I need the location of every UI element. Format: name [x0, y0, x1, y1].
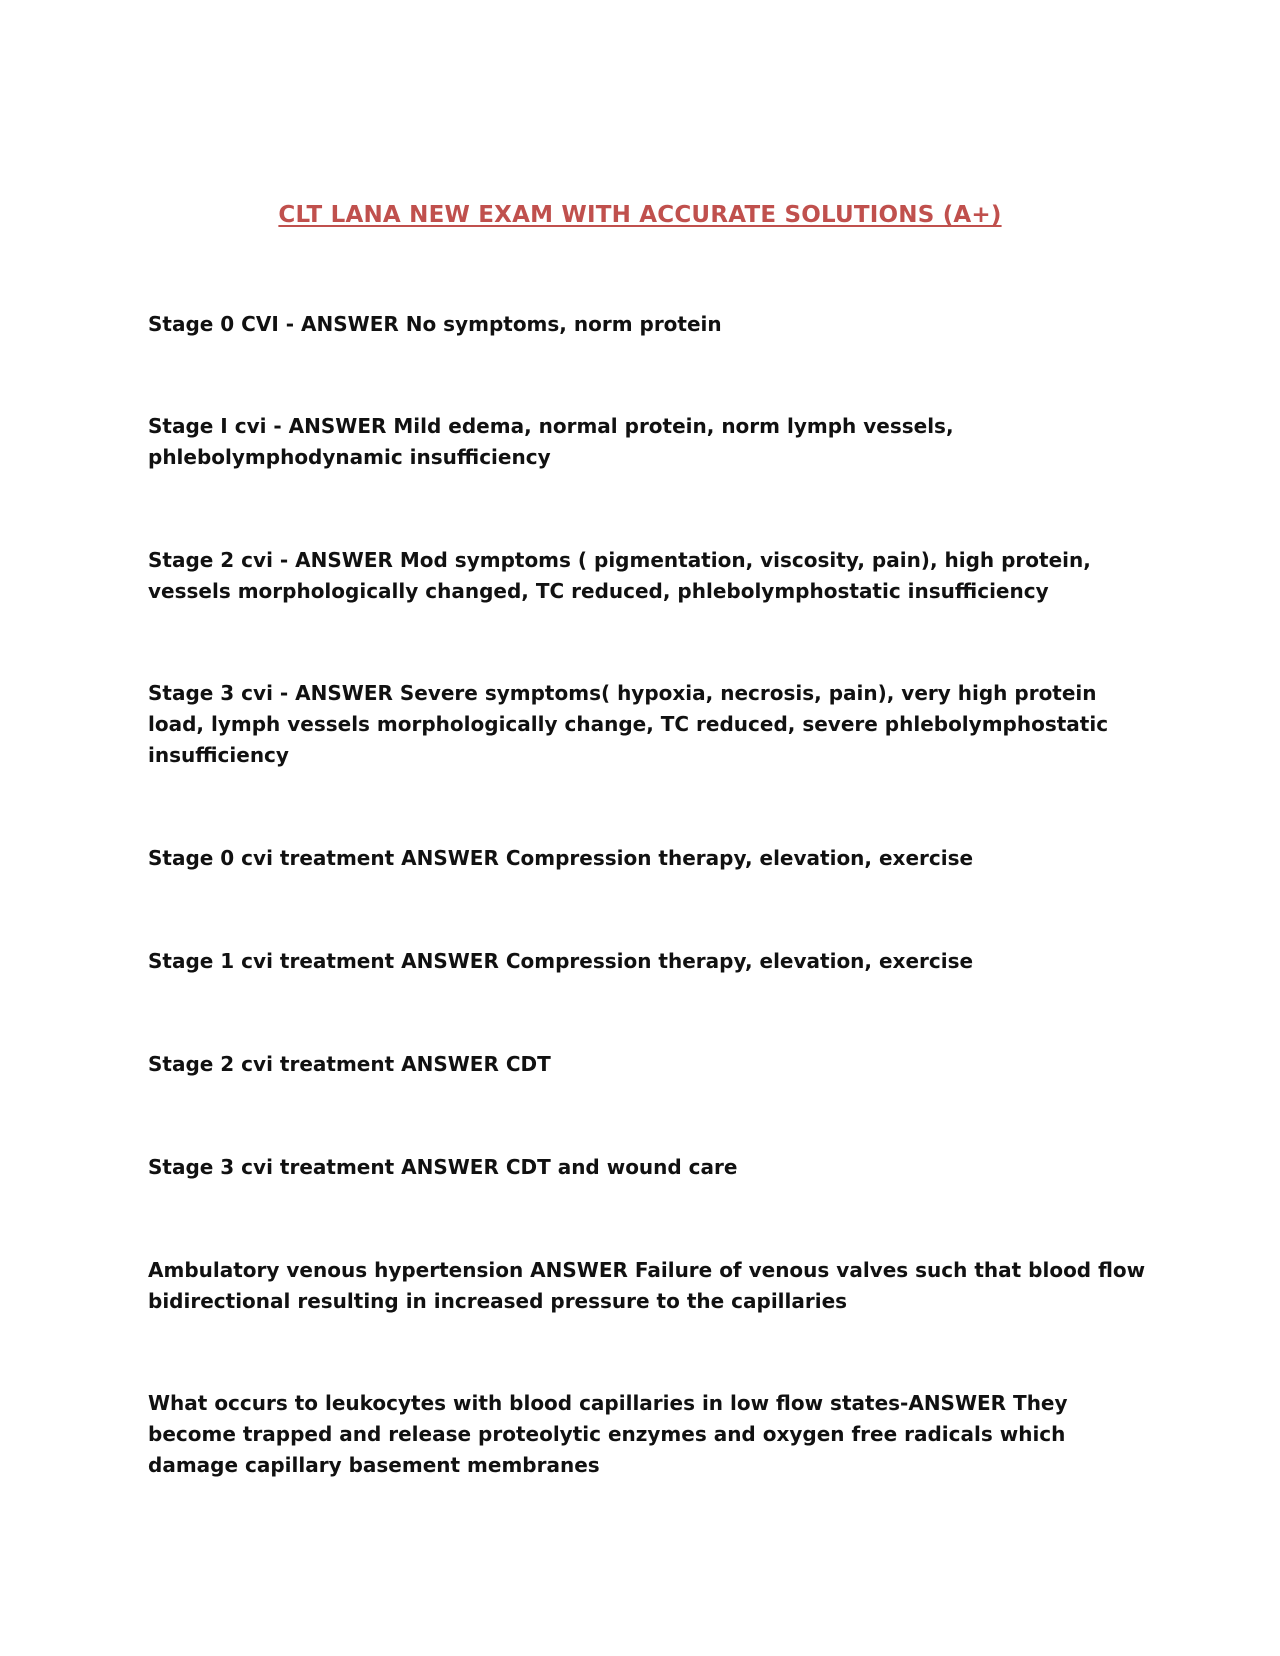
qa-item-stage-0-cvi: Stage 0 CVI - ANSWER No symptoms, norm protein [148, 312, 722, 336]
qa-item-leukocytes-low-flow: What occurs to leukocytes with blood capillaries in low flow states-ANSWER They become trapped and release proteolytic enzymes and oxygen free radicals which damage capillary basement membranes [148, 1391, 1068, 1477]
qa-item-stage-2-cvi: Stage 2 cvi - ANSWER Mod symptoms ( pigmentation, viscosity, pain), high protein, vessels morphologically changed, TC reduced, phlebolymphostatic insufficiency [148, 548, 1091, 603]
document-title: CLT LANA NEW EXAM WITH ACCURATE SOLUTIONS (A+) [278, 202, 1002, 228]
qa-item-stage-3-cvi: Stage 3 cvi - ANSWER Severe symptoms( hypoxia, necrosis, pain), very high protein load, lymph vessels morphologically change, TC reduced, severe phlebolymphostatic insufficiency [148, 681, 1109, 767]
qa-item-stage-2-treatment: Stage 2 cvi treatment ANSWER CDT [148, 1052, 551, 1076]
qa-item-stage-1-treatment: Stage 1 cvi treatment ANSWER Compression therapy, elevation, exercise [148, 949, 974, 973]
qa-item-stage-0-treatment: Stage 0 cvi treatment ANSWER Compression therapy, elevation, exercise [148, 846, 974, 870]
qa-item-stage-3-treatment: Stage 3 cvi treatment ANSWER CDT and wound care [148, 1155, 738, 1179]
qa-item-ambulatory-venous-hypertension: Ambulatory venous hypertension ANSWER Failure of venous valves such that blood flow bidirectional resulting in increased pressure to the capillaries [148, 1258, 1146, 1313]
qa-item-stage-1-cvi: Stage I cvi - ANSWER Mild edema, normal protein, norm lymph vessels, phlebolymphodynamic insufficiency [148, 414, 954, 469]
